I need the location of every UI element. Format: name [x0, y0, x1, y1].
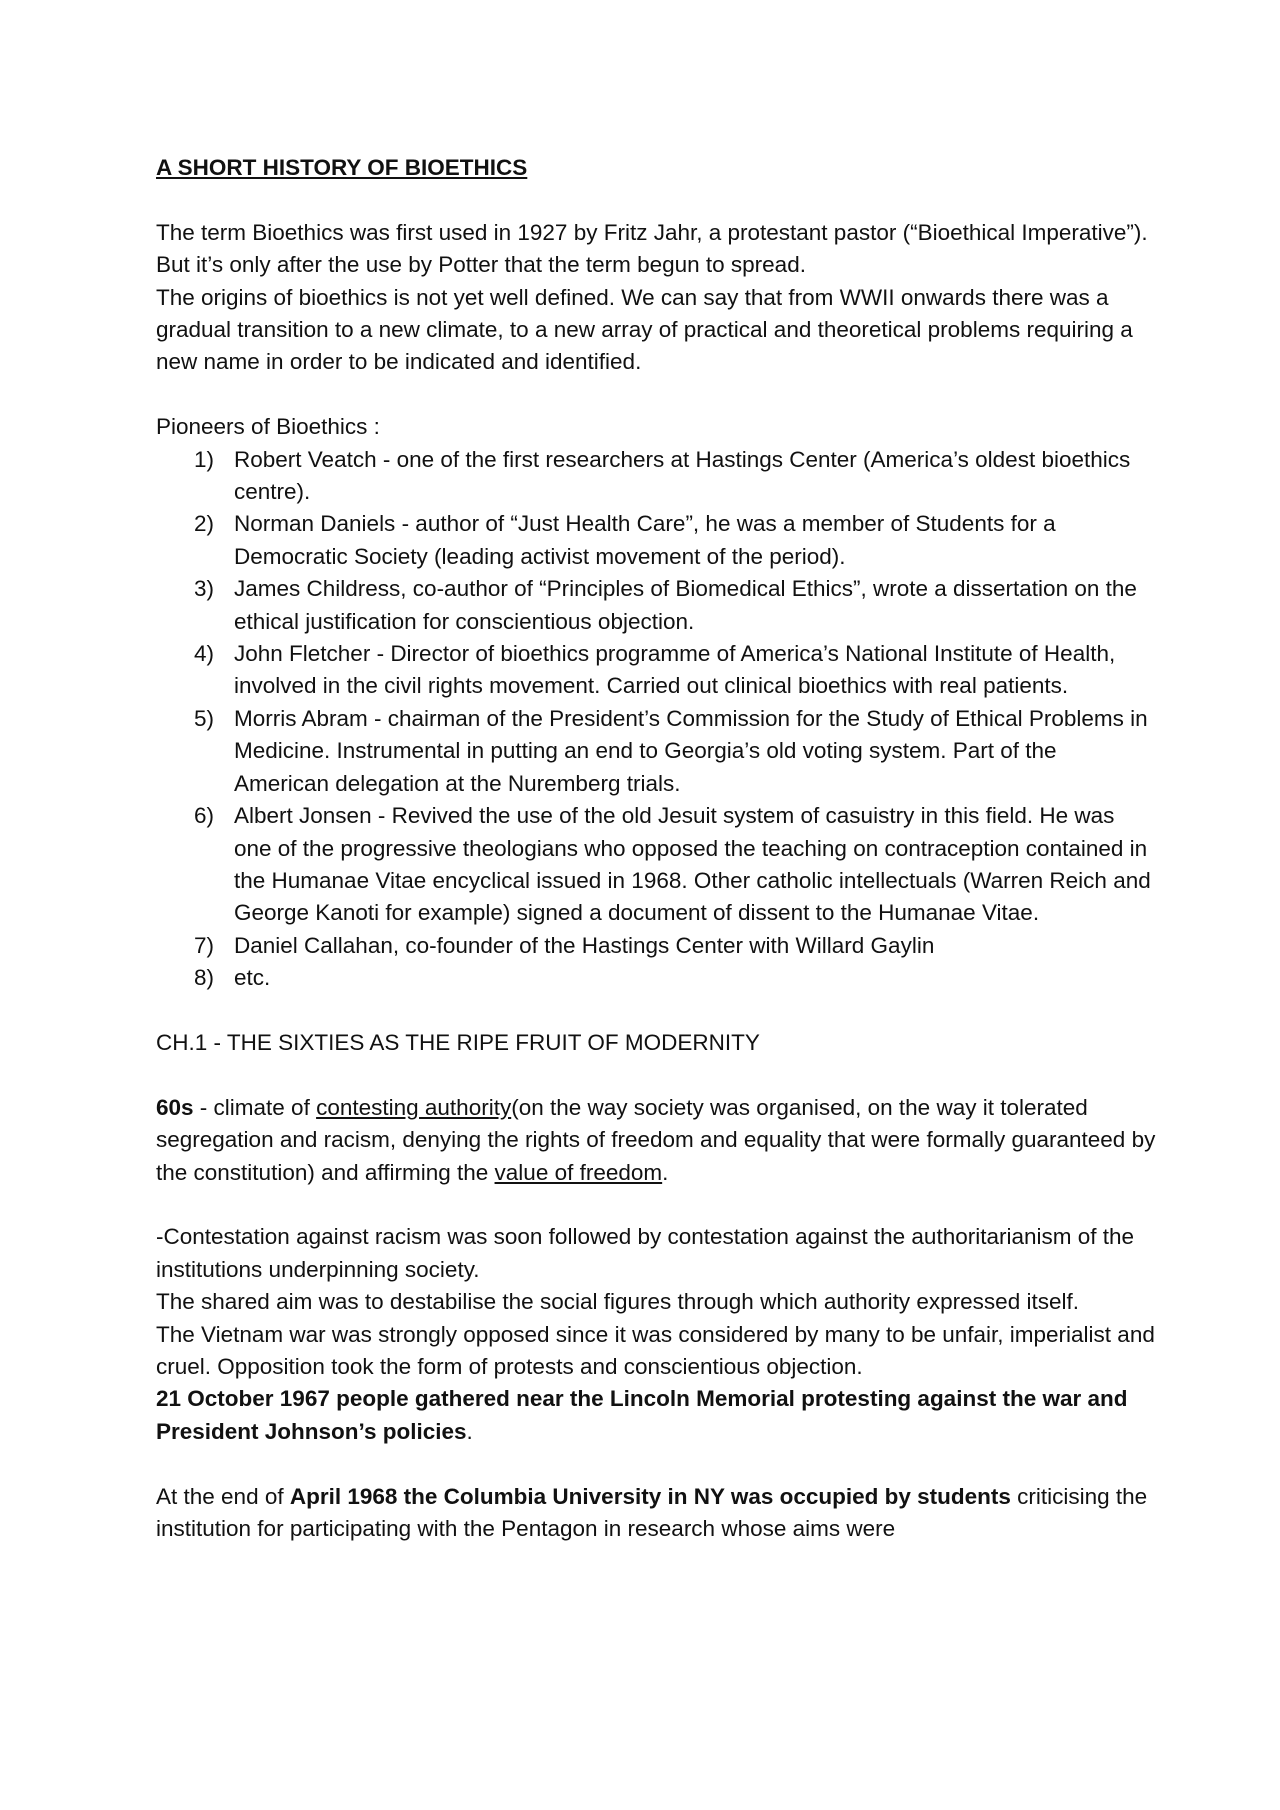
document-title: A SHORT HISTORY OF BIOETHICS	[156, 155, 528, 180]
list-item-text: Albert Jonsen - Revived the use of the old Jesuit system of casuistry in this field. He was one of the progressive theologians who opposed the teaching on contraception contained in the Humanae Vitae encyclical issued in 1968. Other catholic intellectuals (Warren Reich and George Kanoti for example) signed a document of dissent to the Humanae Vitae.	[234, 803, 1151, 926]
list-item-text: Norman Daniels - author of “Just Health Care”, he was a member of Students for a Democratic Society (leading activist movement of the period).	[234, 511, 1056, 569]
intro-paragraph: The term Bioethics was first used in 1927 by Fritz Jahr, a protestant pastor (“Bioethical Imperative”).	[156, 219, 1148, 245]
october-paragraph	[156, 1383, 1156, 1448]
list-item-text: Morris Abram - chairman of the President’s Commission for the Study of Ethical Problems in Medicine. Instrumental in putting an end to Georgia’s old voting system. Part of the American delegation at the Nuremberg trials.	[234, 705, 1148, 796]
contesting-authority-underline: contesting authority	[316, 1094, 512, 1120]
list-item-number: 7)	[194, 932, 215, 958]
list-item-number: 6)	[194, 803, 215, 829]
columbia-paragraph	[156, 1481, 1156, 1546]
columbia-text: At the end of	[156, 1483, 290, 1509]
document-page	[156, 152, 1156, 1545]
list-item-text: Robert Veatch - one of the first researchers at Hastings Center (America’s oldest bioethics centre).	[234, 446, 1131, 505]
value-of-freedom-underline: value of freedom	[494, 1159, 663, 1185]
list-item	[156, 962, 1156, 994]
chapter-heading: CH.1 - THE SIXTIES AS THE RIPE FRUIT OF MODERNITY	[156, 1029, 760, 1055]
intro-paragraph: But it’s only after the use by Potter that the term begun to spread.	[156, 252, 806, 278]
list-item-text: James Childress, co-author of “Principles of Biomedical Ethics”, wrote a dissertation on the ethical justification for conscientious objection.	[234, 576, 1137, 634]
sixties-label: 60s	[156, 1094, 194, 1120]
list-item-number: 8)	[194, 965, 215, 991]
list-item-number: 1)	[194, 446, 215, 472]
list-item	[156, 508, 1156, 573]
sixties-text: (on the way society was organised, on the way it tolerated segregation and racism, denying the rights of freedom and equality that were formally guaranteed by the constitution) and affirming the	[156, 1094, 1156, 1185]
list-item-number: 4)	[194, 641, 215, 667]
list-item	[156, 573, 1156, 638]
list-item-text: Daniel Callahan, co-founder of the Hastings Center with Willard Gaylin	[234, 932, 935, 958]
columbia-bold-text: April 1968 the Columbia University in NY was occupied by students	[289, 1483, 1011, 1509]
list-item	[156, 444, 1156, 509]
sixties-text: - climate of	[193, 1094, 317, 1120]
list-item-number: 2)	[194, 511, 215, 537]
contestation-paragraph: The Vietnam war was strongly opposed since it was considered by many to be unfair, imperialist and cruel. Opposition took the form of protests and conscientious objection.	[156, 1321, 1155, 1379]
list-item-text: John Fletcher - Director of bioethics programme of America’s National Institute of Health, involved in the civil rights movement. Carried out clinical bioethics with real patients.	[234, 641, 1116, 699]
list-item	[156, 800, 1156, 930]
list-item-number: 5)	[194, 705, 215, 731]
pioneers-list	[156, 444, 1156, 995]
sixties-paragraph	[156, 1092, 1156, 1189]
intro-paragraph: The origins of bioethics is not yet well defined. We can say that from WWII onwards there was a gradual transition to a new climate, to a new array of practical and theoretical problems requiring a new name in order to be indicated and identified.	[156, 284, 1133, 375]
contestation-paragraph: -Contestation against racism was soon followed by contestation against the authoritarianism of the institutions underpinning society.	[156, 1224, 1135, 1282]
october-period: .	[466, 1418, 473, 1444]
list-item-number: 3)	[194, 576, 215, 602]
list-item-text: etc.	[234, 965, 271, 991]
october-bold-text: 21 October 1967 people gathered near the Lincoln Memorial protesting against the war and President Johnson’s policies	[156, 1386, 1128, 1444]
list-item	[156, 703, 1156, 800]
contestation-paragraph: The shared aim was to destabilise the social figures through which authority expressed itself.	[156, 1289, 1079, 1315]
sixties-text: .	[662, 1159, 669, 1185]
list-item	[156, 638, 1156, 703]
pioneers-heading: Pioneers of Bioethics :	[156, 414, 380, 440]
list-item	[156, 930, 1156, 962]
columbia-text: criticising the institution for participating with the Pentagon in research whose aims were	[156, 1483, 1148, 1541]
